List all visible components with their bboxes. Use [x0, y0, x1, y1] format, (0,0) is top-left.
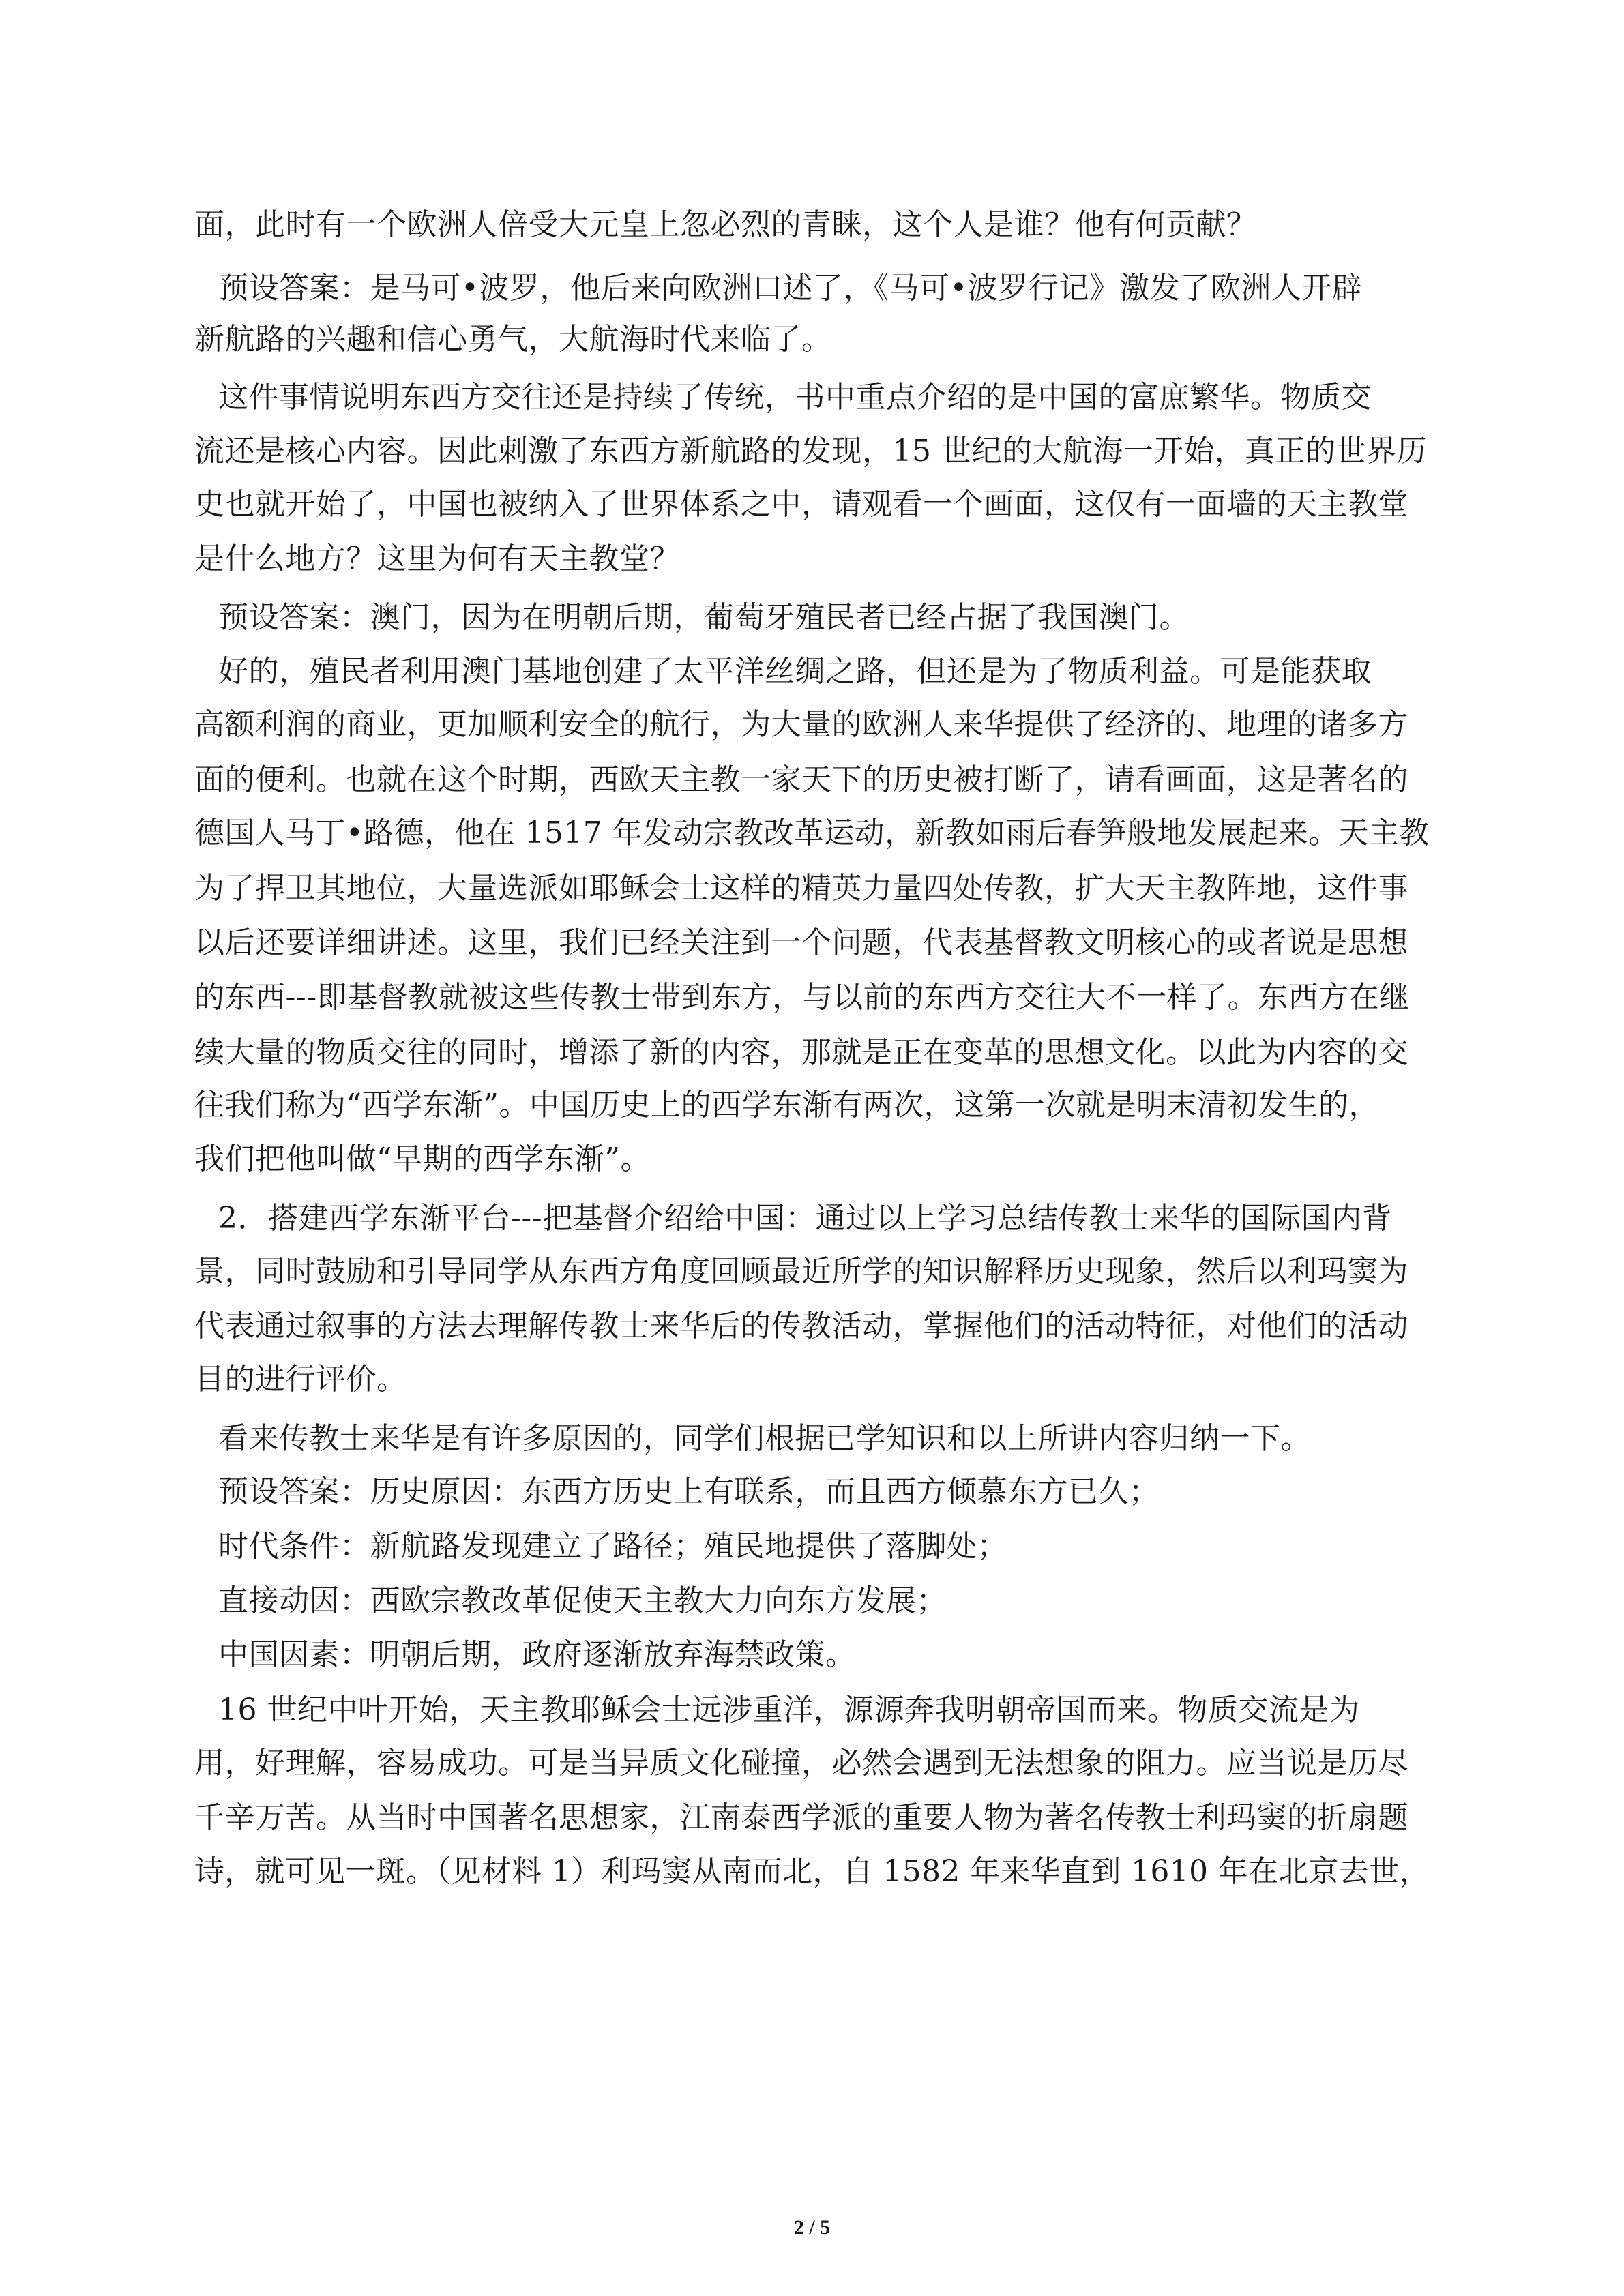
- text-line: 直接动因：西欧宗教改革促使天主教大力向东方发展；: [218, 1583, 947, 1618]
- text-line: 高额利润的商业，更加顺利安全的航行，为大量的欧洲人来华提供了经济的、地理的诸多方: [194, 707, 1408, 742]
- text-line: 往我们称为“西学东渐”。中国历史上的西学东渐有两次，这第一次就是明末清初发生的，: [194, 1088, 1379, 1122]
- text-line: 预设答案：历史原因：东西方历史上有联系，而且西方倾慕东方已久；: [218, 1474, 1160, 1509]
- text-line: 看来传教士来华是有许多原因的，同学们根据已学知识和以上所讲内容归纳一下。: [218, 1421, 1311, 1456]
- text-line: 中国因素：明朝后期，政府逐渐放弃海禁政策。: [218, 1637, 856, 1672]
- text-line: 面的便利。也就在这个时期，西欧天主教一家天下的历史被打断了，请看画面，这是著名的: [194, 762, 1408, 797]
- text-line: 这件事情说明东西方交往还是持续了传统，书中重点介绍的是中国的富庶繁华。物质交: [218, 380, 1372, 415]
- page-number: 2 / 5: [793, 2216, 831, 2239]
- text-line: 我们把他叫做“早期的西学东渐”。: [194, 1142, 651, 1176]
- text-line: 新航路的兴趣和信心勇气，大航海时代来临了。: [194, 322, 832, 357]
- text-line: 16 世纪中叶开始，天主教耶稣会士远涉重洋，源源奔我明朝帝国而来。物质交流是为: [218, 1693, 1360, 1727]
- text-line: 目的进行评价。: [194, 1362, 407, 1397]
- text-line: 面，此时有一个欧洲人倍受大元皇上忽必烈的青睐，这个人是谁？他有何贡献？: [194, 207, 1257, 242]
- text-line: 预设答案：澳门，因为在明朝后期，葡萄牙殖民者已经占据了我国澳门。: [218, 600, 1190, 635]
- text-line: 史也就开始了，中国也被纳入了世界体系之中，请观看一个画面，这仅有一面墙的天主教堂: [194, 487, 1408, 522]
- text-line: 流还是核心内容。因此刺激了东西方新航路的发现，15 世纪的大航海一开始，真正的世界历: [194, 434, 1427, 468]
- text-line: 代表通过叙事的方法去理解传教士来华后的传教活动，掌握他们的活动特征，对他们的活动: [194, 1309, 1408, 1343]
- text-line: 的东西---即基督教就被这些传教士带到东方，与以前的东西方交往大不一样了。东西方在继: [194, 980, 1410, 1015]
- text-line: 预设答案：是马可•波罗，他后来向欧洲口述了，《马可•波罗行记》激发了欧洲人开辟: [218, 271, 1363, 305]
- text-line: 为了捍卫其地位，大量选派如耶稣会士这样的精英力量四处传教，扩大天主教阵地，这件事: [194, 871, 1408, 906]
- text-line: 德国人马丁•路德，他在 1517 年发动宗教改革运动，新教如雨后春笋般地发展起来。天主教: [194, 816, 1430, 850]
- text-line: 续大量的物质交往的同时，增添了新的内容，那就是正在变革的思想文化。以此为内容的交: [194, 1035, 1408, 1070]
- text-line: 时代条件：新航路发现建立了路径；殖民地提供了落脚处；: [218, 1529, 1007, 1564]
- text-line: 以后还要详细讲述。这里，我们已经关注到一个问题，代表基督教文明核心的或者说是思想: [194, 925, 1408, 960]
- text-line: 诗，就可见一斑。（见材料 1）利玛窦从南而北，自 1582 年来华直到 1610 年在北京去世，: [194, 1854, 1430, 1889]
- text-line: 用，好理解，容易成功。可是当异质文化碰撞，必然会遇到无法想象的阻力。应当说是历尽: [194, 1746, 1408, 1780]
- text-line: 是什么地方？这里为何有天主教堂？: [194, 541, 680, 576]
- text-line: 景，同时鼓励和引导同学从东西方角度回顾最近所学的知识解释历史现象，然后以利玛窦为: [194, 1254, 1408, 1289]
- text-line: 千辛万苦。从当时中国著名思想家，江南泰西学派的重要人物为著名传教士利玛窦的折扇题: [194, 1800, 1408, 1835]
- text-line: 好的，殖民者利用澳门基地创建了太平洋丝绸之路，但还是为了物质利益。可是能获取: [218, 654, 1372, 689]
- text-line: 2．搭建西学东渐平台---把基督介绍给中国：通过以上学习总结传教士来华的国际国内背: [218, 1201, 1393, 1236]
